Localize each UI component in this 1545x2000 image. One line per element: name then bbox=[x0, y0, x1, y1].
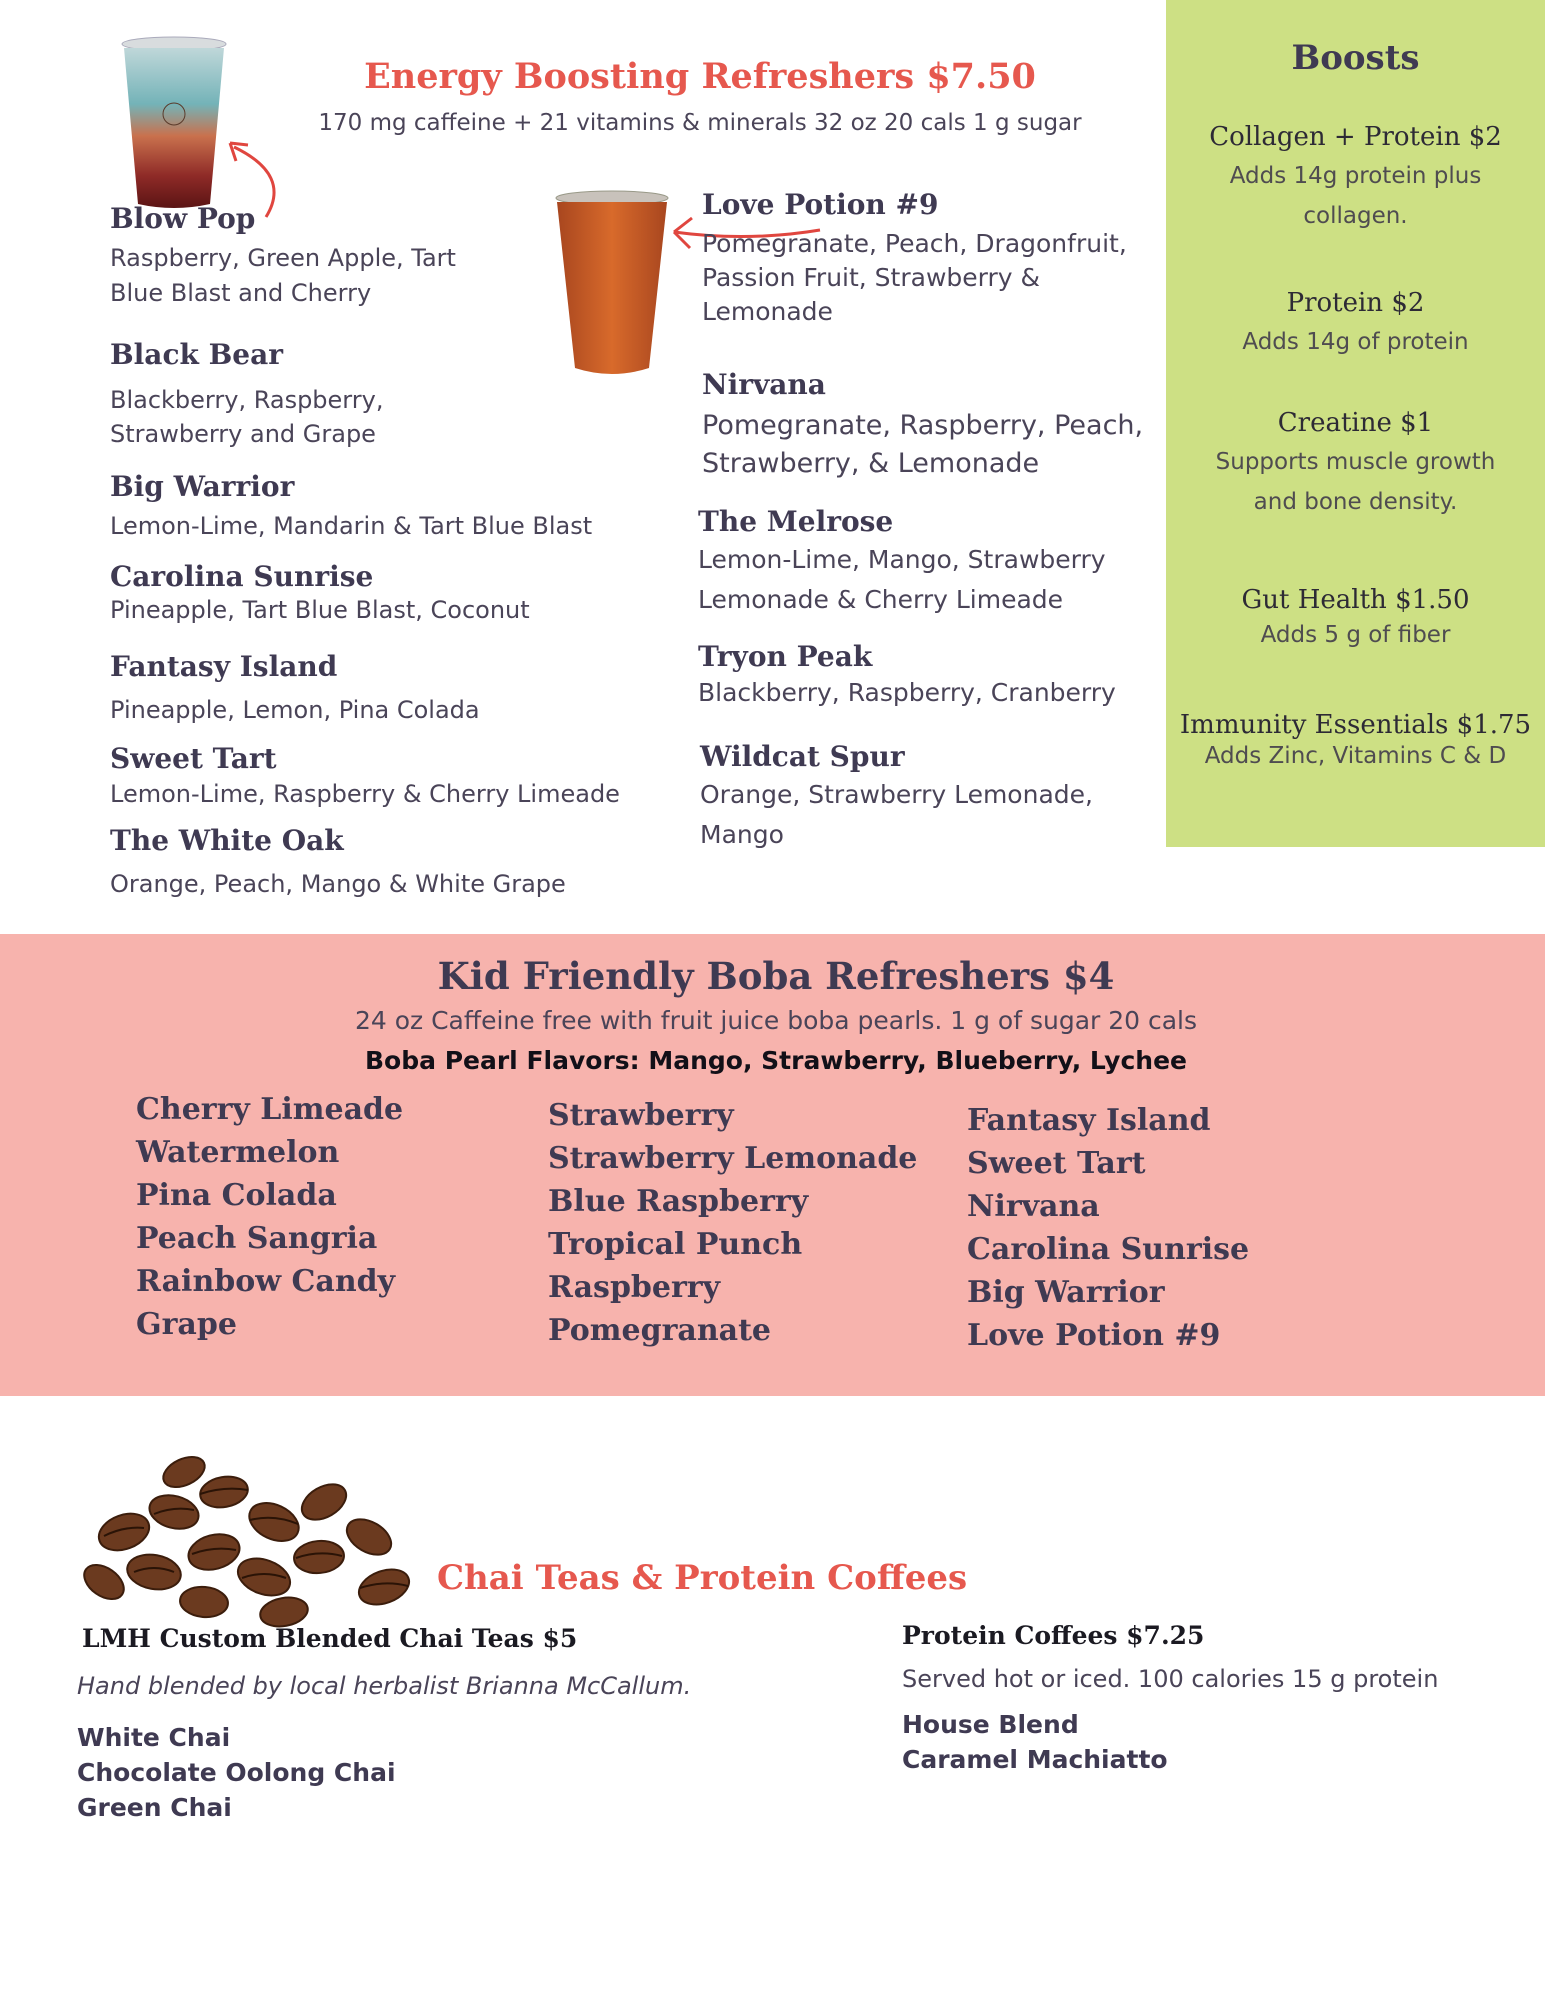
chai-list bbox=[77, 1720, 396, 1825]
kids-section bbox=[0, 934, 1545, 1396]
menu-item-name: Blow Pop bbox=[110, 202, 256, 235]
menu-item-desc: Blackberry, Raspberry, Strawberry and Grape bbox=[110, 386, 384, 448]
chai-item: Green Chai bbox=[77, 1793, 232, 1822]
kids-flavor: Sweet Tart bbox=[967, 1146, 1146, 1181]
orange-refresher-cup-image bbox=[553, 190, 671, 378]
boost-item bbox=[1166, 585, 1545, 655]
boosts-title: Boosts bbox=[1291, 38, 1420, 78]
boost-name: Creatine $1 bbox=[1277, 408, 1434, 438]
chai-teas-heading: LMH Custom Blended Chai Teas $5 bbox=[82, 1624, 578, 1653]
kids-flavor: Rainbow Candy bbox=[136, 1264, 396, 1299]
boba-pearl-flavors: Boba Pearl Flavors: Mango, Strawberry, Blueberry, Lychee bbox=[365, 1046, 1187, 1075]
menu-item-name: The White Oak bbox=[110, 824, 344, 857]
menu-item bbox=[702, 188, 1152, 329]
menu-item-name: The Melrose bbox=[698, 505, 894, 538]
menu-item-desc: Pineapple, Lemon, Pina Colada bbox=[110, 696, 480, 724]
kids-section-subtitle: 24 oz Caffeine free with fruit juice boba pearls. 1 g of sugar 20 cals bbox=[354, 1006, 1198, 1035]
kids-flavor: Big Warrior bbox=[967, 1275, 1165, 1310]
chai-section-title: Chai Teas & Protein Coffees bbox=[437, 1558, 968, 1598]
boost-item bbox=[1166, 408, 1545, 522]
kids-flavor: Pina Colada bbox=[136, 1178, 337, 1213]
menu-item bbox=[110, 650, 670, 728]
menu-item-desc: Raspberry, Green Apple, Tart Blue Blast and Cherry bbox=[110, 244, 456, 307]
boost-desc: Adds 14g protein plus collagen. bbox=[1229, 163, 1482, 229]
coffee-beans-image bbox=[64, 1452, 444, 1630]
kids-flavor: Cherry Limeade bbox=[136, 1092, 404, 1127]
menu-item-desc: Orange, Peach, Mango & White Grape bbox=[110, 870, 566, 898]
kids-section-title: Kid Friendly Boba Refreshers $4 bbox=[437, 954, 1115, 998]
boost-item bbox=[1166, 710, 1545, 776]
boost-desc: Adds 14g of protein bbox=[1242, 329, 1469, 355]
menu-item bbox=[698, 640, 1138, 710]
menu-item bbox=[698, 505, 1138, 620]
menu-item bbox=[702, 368, 1162, 483]
boost-name: Immunity Essentials $1.75 bbox=[1179, 710, 1532, 740]
energy-section-title: Energy Boosting Refreshers $7.50 bbox=[364, 56, 1036, 97]
kids-flavor: Carolina Sunrise bbox=[967, 1232, 1250, 1267]
chai-item: White Chai bbox=[77, 1723, 231, 1752]
coffee-list bbox=[902, 1707, 1168, 1777]
boosts-panel bbox=[1166, 0, 1545, 847]
kids-flavor: Blue Raspberry bbox=[548, 1184, 809, 1219]
boost-desc: Adds Zinc, Vitamins C & D bbox=[1204, 743, 1507, 769]
menu-item bbox=[700, 740, 1120, 855]
kids-flavor: Pomegranate bbox=[548, 1313, 772, 1348]
menu-item-name: Love Potion #9 bbox=[702, 188, 939, 221]
menu-item bbox=[110, 338, 440, 451]
menu-item-desc: Lemon-Lime, Mandarin & Tart Blue Blast bbox=[110, 512, 593, 540]
protein-coffees-heading: Protein Coffees $7.25 bbox=[902, 1621, 1205, 1650]
boost-item bbox=[1166, 122, 1545, 236]
menu-item-desc: Pineapple, Tart Blue Blast, Coconut bbox=[110, 596, 530, 624]
kids-flavor: Strawberry Lemonade bbox=[548, 1141, 918, 1176]
kids-flavor: Love Potion #9 bbox=[967, 1318, 1221, 1353]
menu-item-name: Tryon Peak bbox=[698, 640, 873, 673]
boost-name: Protein $2 bbox=[1286, 288, 1425, 318]
menu-item-desc: Pomegranate, Raspberry, Peach, Strawberry, & Lemonade bbox=[702, 410, 1144, 479]
kids-flavor: Nirvana bbox=[967, 1189, 1100, 1224]
kids-flavor: Raspberry bbox=[548, 1270, 721, 1305]
menu-item-name: Sweet Tart bbox=[110, 742, 277, 775]
menu-item-name: Wildcat Spur bbox=[700, 740, 905, 773]
menu-item-desc: Lemon-Lime, Raspberry & Cherry Limeade bbox=[110, 780, 620, 808]
menu-item-desc: Orange, Strawberry Lemonade, Mango bbox=[700, 780, 1093, 849]
menu-item-name: Carolina Sunrise bbox=[110, 560, 374, 593]
menu-item-desc: Pomegranate, Peach, Dragonfruit, Passion Fruit, Strawberry & Lemonade bbox=[702, 229, 1127, 326]
protein-coffees-note: Served hot or iced. 100 calories 15 g protein bbox=[902, 1665, 1439, 1693]
menu-item-desc: Blackberry, Raspberry, Cranberry bbox=[698, 678, 1116, 707]
kids-flavor: Strawberry bbox=[548, 1098, 734, 1133]
energy-section-subtitle: 170 mg caffeine + 21 vitamins & minerals 32 oz 20 cals 1 g sugar bbox=[318, 110, 1082, 136]
menu-item-name: Nirvana bbox=[702, 368, 826, 401]
kids-flavor: Tropical Punch bbox=[548, 1227, 803, 1262]
kids-flavor: Watermelon bbox=[136, 1135, 340, 1170]
kids-flavor-column bbox=[967, 1099, 1249, 1357]
menu-item bbox=[110, 742, 690, 812]
chai-item: Chocolate Oolong Chai bbox=[77, 1758, 396, 1787]
menu-item-desc: Lemon-Lime, Mango, Strawberry Lemonade & Cherry Limeade bbox=[698, 545, 1106, 614]
kids-flavor-column bbox=[136, 1088, 403, 1346]
boost-name: Collagen + Protein $2 bbox=[1209, 122, 1502, 152]
menu-item-name: Black Bear bbox=[110, 338, 284, 371]
menu-item bbox=[110, 202, 510, 311]
chai-teas-note: Hand blended by local herbalist Brianna McCallum. bbox=[77, 1672, 692, 1700]
menu-item-name: Big Warrior bbox=[110, 470, 295, 503]
boost-desc: Adds 5 g of fiber bbox=[1260, 622, 1451, 648]
boost-name: Gut Health $1.50 bbox=[1241, 585, 1470, 615]
kids-flavor: Fantasy Island bbox=[967, 1103, 1211, 1138]
menu-item bbox=[110, 824, 690, 902]
kids-flavor: Peach Sangria bbox=[136, 1221, 378, 1256]
menu-item-name: Fantasy Island bbox=[110, 650, 338, 683]
coffee-item: House Blend bbox=[902, 1710, 1079, 1739]
layered-refresher-cup-image bbox=[118, 36, 230, 212]
kids-flavor-column bbox=[548, 1094, 917, 1352]
boost-desc: Supports muscle growth and bone density. bbox=[1215, 449, 1496, 515]
kids-flavor: Grape bbox=[136, 1307, 237, 1342]
menu-item bbox=[110, 470, 670, 544]
coffee-item: Caramel Machiatto bbox=[902, 1745, 1168, 1774]
boost-item bbox=[1166, 288, 1545, 362]
menu-item bbox=[110, 560, 670, 628]
